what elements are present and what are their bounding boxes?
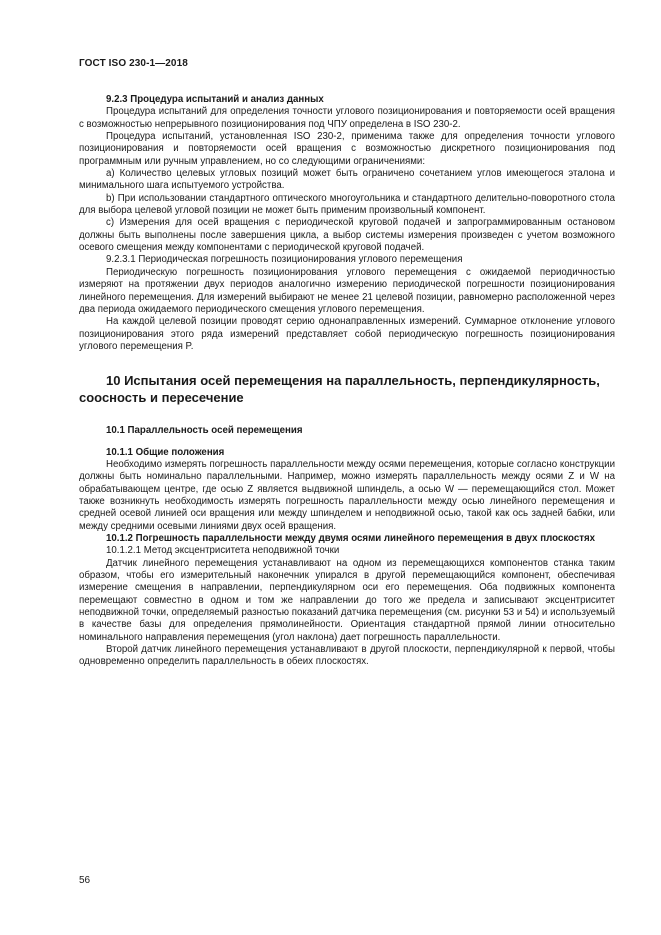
heading-9-2-3: 9.2.3 Процедура испытаний и анализ данных <box>106 94 324 105</box>
paragraph: Датчик линейного перемещения устанавливают на одном из перемещающихся компонентов станка таким образом, чтобы его измерительный наконечник упирался в другой перемещающийся компонент, обеспечивая измерение смещения в направлении, перпендикулярном оси его перемещения. Оба подвижных компонента перемещают совместно в одном и том же направлении до того же предела и записывают эксцентриситет неподвижной точки, определяемый разностью показаний датчика перемещения (см. рисунки 53 и 54) и используемый в качестве базы для определения прямолинейности. Ориентация стандартной прямой линии относительно номинального направления перемещения (угол наклона) дает погрешность параллельности. <box>79 557 615 643</box>
heading-9-2-3-1: 9.2.3.1 Периодическая погрешность позиционирования углового перемещения <box>106 254 463 266</box>
list-item-a: а) Количество целевых угловых позиций может быть ограничено сочетанием углов имеющегося эталона и минимального шага испытуемого устройства. <box>79 168 615 192</box>
standard-header: ГОСТ ISO 230-1—2018 <box>79 58 188 69</box>
list-item-b: b) При использовании стандартного оптического многоугольника и стандартного делительно-поворотного стола для выбора целевой угловой позиции не может быть применим произвольный компонент. <box>79 192 615 217</box>
list-item-c: c) Измерения для осей вращения с периодической круговой подачей и запрограммированным остановом должны быть выполнены после завершения цикла, а выбор системы измерения произведен с учетом возможного осевого смещения между компонентами с периодической круговой подачей. <box>79 217 615 254</box>
heading-10-1: 10.1 Параллельность осей перемещения <box>106 425 303 437</box>
paragraph: Процедура испытаний, установленная ISO 230-2, применима также для определения точности углового позиционирования и повторяемости осей вращения с возможностью дискретного позиционирования под программным или ручным управлением, но со следующими ограничениями: <box>79 131 615 167</box>
section-10-title: 10 Испытания осей перемещения на параллельность, перпендикулярность, соосность и пересечение <box>79 373 600 406</box>
paragraph: Периодическую погрешность позиционирования углового перемещения с ожидаемой периодичностью измеряют на протяжении двух периодов аналогично измерению периодической погрешности позиционирования линейного перемещения. Для измерений выбирают не менее 21 целевой позиции, равномерно расположенной через два периода ожидаемого периодического смещения углового перемещения. <box>79 266 615 315</box>
paragraph: Процедура испытаний для определения точности углового позиционирования и повторяемости осей вращения с возможностью непрерывного позиционирования под ЧПУ определена в ISO 230-2. <box>79 106 615 130</box>
page-number: 56 <box>79 875 91 886</box>
paragraph: Второй датчик линейного перемещения устанавливают в другой плоскости, перпендикулярной к первой, чтобы одновременно определить параллельность в обеих плоскостях. <box>79 644 615 668</box>
heading-10-1-2-1: 10.1.2.1 Метод эксцентриситета неподвижной точки <box>106 545 340 557</box>
heading-10-1-1: 10.1.1 Общие положения <box>106 446 225 458</box>
heading-10-1-2: 10.1.2 Погрешность параллельности между двумя осями линейного перемещения в двух плоскостях <box>106 532 596 544</box>
document-body <box>79 94 615 669</box>
paragraph: Необходимо измерять погрешность параллельности между осями перемещения, которые согласно конструкции должны быть номинально параллельными. Например, можно измерять параллельность между осями Z и W на обрабатывающем центре, где осью Z является выдвижной шпиндель, а осью W — перемещающийся стол. Может также возникнуть необходимость измерять погрешность параллельности между осью линейного перемещения и средней осевой линией оси вращения или между шпинделем и неподвижной осью, такой как ось задней бабки, или между средними осевыми линиями двух осей вращения. <box>79 458 615 532</box>
paragraph: На каждой целевой позиции проводят серию однонаправленных измерений. Суммарное отклонение углового позиционирования этого ряда измерений представляет собой периодическую погрешность позиционирования углового перемещения P. <box>79 316 615 352</box>
